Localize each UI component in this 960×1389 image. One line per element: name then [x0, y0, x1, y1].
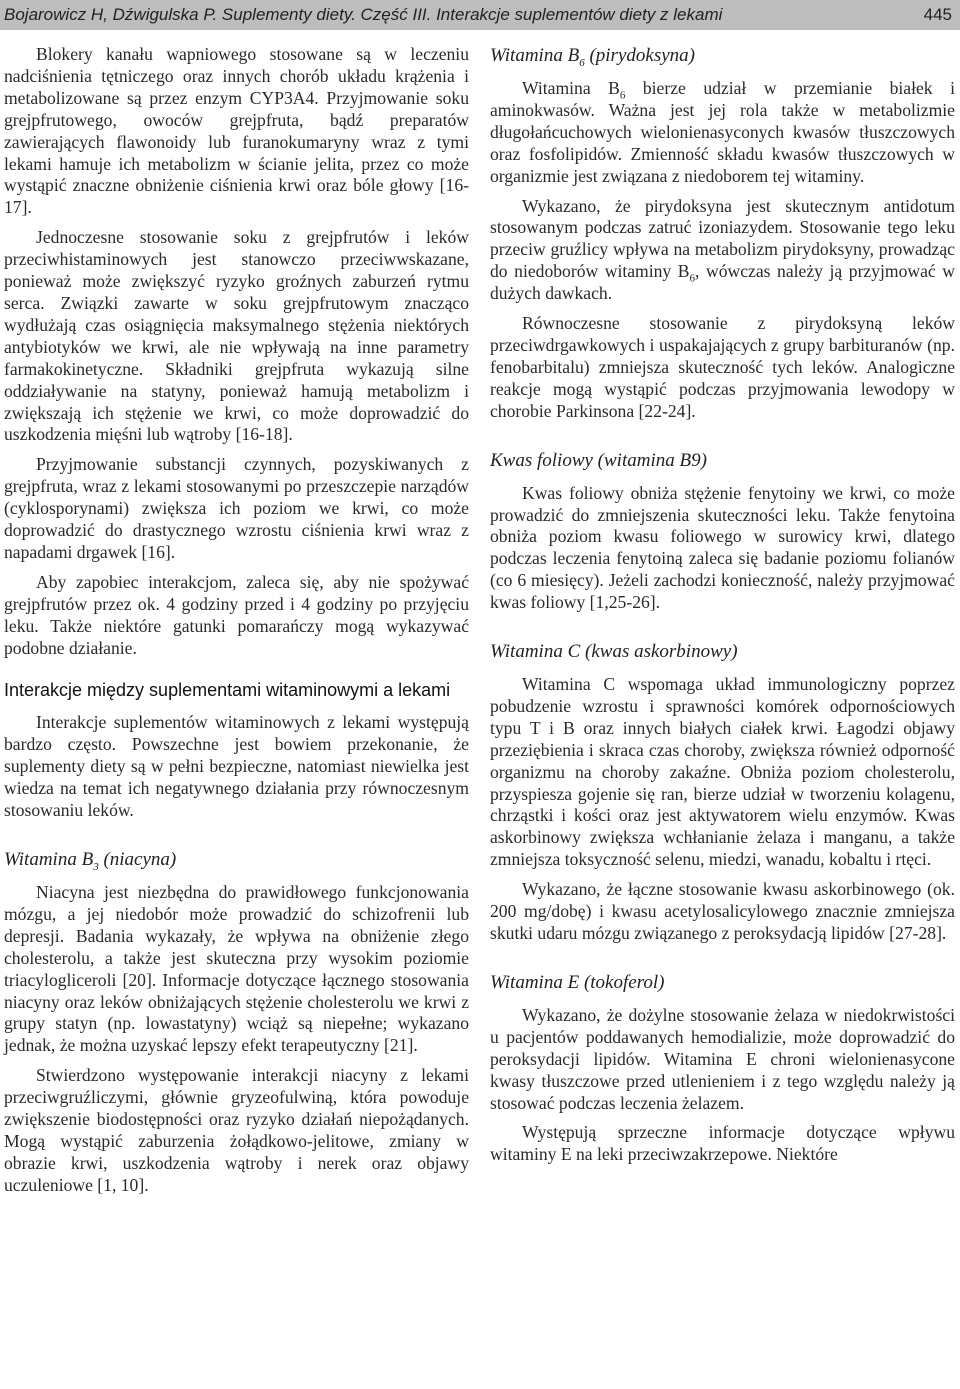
subscript: 6 — [689, 272, 696, 285]
subheading-text: (pirydoksyna) — [584, 45, 695, 66]
paragraph: Występują sprzeczne informacje dotyczące wpływu witaminy E na leki przeciwzakrzepowe. Niektóre — [490, 1122, 955, 1165]
subheading-folic-acid: Kwas foliowy (witamina B9) — [490, 449, 707, 471]
paragraph — [490, 78, 955, 188]
right-column — [490, 44, 955, 1174]
paragraph: Wykazano, że łączne stosowanie kwasu askorbinowego (ok. 200 mg/dobę) i kwasu acetylosalicylowego znacznie zmniejsza skutki udaru mózgu związanego z peroksydacją lipidów [27-28]. — [490, 879, 955, 943]
subheading-text: Witamina B — [490, 45, 580, 66]
paragraph-text: Witamina B — [522, 78, 620, 98]
paragraph: Wykazano, że dożylne stosowanie żelaza w niedokrwistości u pacjentów poddawanych hemodializie, może doprowadzić do peroksydacji lipidów. Witamina E chroni wielonienasycone kwasy tłuszczowe przed utlenieniem i z tego względu należy ją stosować podczas leczenia żelazem. — [490, 1004, 955, 1113]
subscript: 6 — [579, 56, 585, 69]
subheading-vitamin-c: Witamina C (kwas askorbinowy) — [490, 641, 738, 663]
subheading-vitamin-e: Witamina E (tokoferol) — [490, 971, 665, 993]
subheading-vitamin-b6 — [490, 44, 955, 68]
paragraph: Aby zapobiec interakcjom, zaleca się, aby nie spożywać grejpfrutów przez ok. 4 godziny przed i 4 godziny po przyjęciu leku. Także niektóre gatunki pomarańczy mogą wykazywać podobne działanie. — [4, 571, 469, 658]
page-number: 445 — [923, 5, 952, 24]
paragraph: Równoczesne stosowanie z pirydoksyną leków przeciwdrgawkowych i uspakajających z grupy barbituranów (np. fenobarbitalu) zmniejsza skuteczność tych leków. Analogiczne reakcje mogą wystąpić podczas przyjmowania lewodopy w chorobie Parkinsona [22-24]. — [490, 313, 955, 421]
paragraph-text: Wykazano, że pirydoksyna jest skutecznym antidotum stosowanym podczas zatruć izoniazydem. Stosowanie tego leku przeciw gruźlicy wpływa na metabolizm pirydoksyny, prowadząc do niedoborów witaminy B — [490, 195, 955, 282]
paragraph: Kwas foliowy obniża stężenie fenytoiny we krwi, co może prowadzić do zmniejszenia skuteczności leku. Także fenytoina obniża poziom kwasu foliowego w surowicy krwi, dlatego podczas leczenia fenytoiną zaleca się badanie poziomu folianów (co 6 miesięcy). Jeżeli zachodzi konieczność, należy przyjmować kwas foliowy [1,25-26]. — [490, 482, 955, 613]
paragraph: Jednoczesne stosowanie soku z grejpfrutów i leków przeciwhistaminowych jest stanowczo przeciwwskazane, ponieważ może zwiększyć ryzyko groźnych zaburzeń rytmu serca. Związki zawarte w soku grejpfrutowym znacząco wydłużają czas osiągnięcia maksymalnego stężenia niektórych antybiotyków we krwi, ale nie wpływają na inne parametry farmakokinetyczne. Składniki grejpfruta wykazują silne oddziaływanie na statyny, ponieważ hamują metabolizm i zwiększają ich stężenie we krwi, co może doprowadzić do uszkodzenia mięśni lub wątroby [16-18]. — [4, 227, 469, 445]
paragraph: Blokery kanału wapniowego stosowane są w leczeniu nadciśnienia tętniczego oraz innych chorób układu krążenia i metabolizowane są przez enzym CYP3A4. Przyjmowanie soku grejpfrutowego, owoców grejpfruta, bądź preparatów zawierających flawonoidy lub furanokumaryny wraz z tymi lekami hamuje ich metabolizm w ścianie jelita, przez co może wystąpić znaczne obniżenie ciśnienia krwi oraz bóle głowy [16-17]. — [4, 44, 469, 218]
paragraph-text: bierze udział w przemianie białek i aminokwasów. Ważna jest jej rola także w metabolizmie długołańcuchowych wielonienasyconych kwasów tłuszczowych oraz fosfolipidów. Zmienność składu kwasów tłuszczowych w organizmie jest związana z niedoborem tej witaminy. — [490, 78, 955, 186]
subscript: 3 — [93, 860, 99, 873]
section-heading: Interakcje między suplementami witaminowymi a lekami — [4, 680, 451, 701]
paragraph: Interakcje suplementów witaminowych z lekami występują bardzo często. Powszechne jest bowiem przekonanie, że suplementy diety są w pełni bezpieczne, natomiast niewielka jest wiedza na temat ich negatywnego działania przy równoczesnym stosowaniu leków. — [4, 712, 469, 821]
left-column — [4, 44, 469, 1205]
paragraph-text: , wówczas należy ją przyjmować w dużych dawkach. — [490, 261, 956, 304]
header-citation: Bojarowicz H, Dźwigulska P. Suplementy diety. Część III. Interakcje suplementów diety z lekami — [4, 5, 723, 24]
paragraph: Przyjmowanie substancji czynnych, pozyskiwanych z grejpfruta, wraz z lekami stosowanymi po przeszczepie narządów (cyklosporynami) zwiększa ich poziom we krwi, co może doprowadzić do drastycznego wzrostu ciśnienia krwi wraz z napadami drgawek [16]. — [4, 454, 469, 562]
paragraph: Witamina C wspomaga układ immunologiczny poprzez pobudzenie wzrostu i sprawności komórek odpornościowych typu T i B oraz innych białych ciałek krwi. Łagodzi objawy przeziębienia i skraca czas choroby, zwiększa również odporność organizmu na choroby zakaźne. Obniża poziom cholesterolu, przyspiesza gojenie się ran, bierze udział w tworzeniu kolagenu, chrząstki i kości oraz jest aktywatorem wielu enzymów. Kwas askorbinowy zwiększa wchłanianie żelaza i manganu, a także zmniejsza toksyczność selenu, miedzi, wanadu, kobaltu i rtęci. — [490, 674, 955, 870]
subheading-vitamin-b3 — [4, 848, 469, 872]
running-header — [0, 0, 960, 30]
subheading-text: (niacyna) — [98, 849, 177, 870]
paragraph — [490, 196, 955, 306]
paragraph: Stwierdzono występowanie interakcji niacyny z lekami przeciwgruźliczymi, głównie gryzeofulwiną, która powoduje zwiększenie biodostępności oraz ryzyko działań niepożądanych. Mogą wystąpić zaburzenia żołądkowo-jelitowe, zmiany w obrazie krwi, uszkodzenia wątroby i nerek oraz objawy uczuleniowe [1, 10]. — [4, 1065, 469, 1195]
subheading-text: Witamina B — [4, 849, 94, 870]
paragraph: Niacyna jest niezbędna do prawidłowego funkcjonowania mózgu, a jej niedobór może prowadzić do schizofrenii lub depresji. Badania wykazały, że wpływa na obniżenie złego cholesterolu, a także jest skuteczna przy wysokim poziomie triacylogliceroli [20]. Informacje dotyczące łącznego stosowania niacyny oraz leków obniżających stężenie cholesterolu we krwi z grupy statyn (np. lowastatyny) wciąż są niepełne; wykazano jednak, że można uzyskać lepszy efekt terapeutyczny [21]. — [4, 882, 469, 1056]
subscript: 6 — [619, 89, 626, 102]
